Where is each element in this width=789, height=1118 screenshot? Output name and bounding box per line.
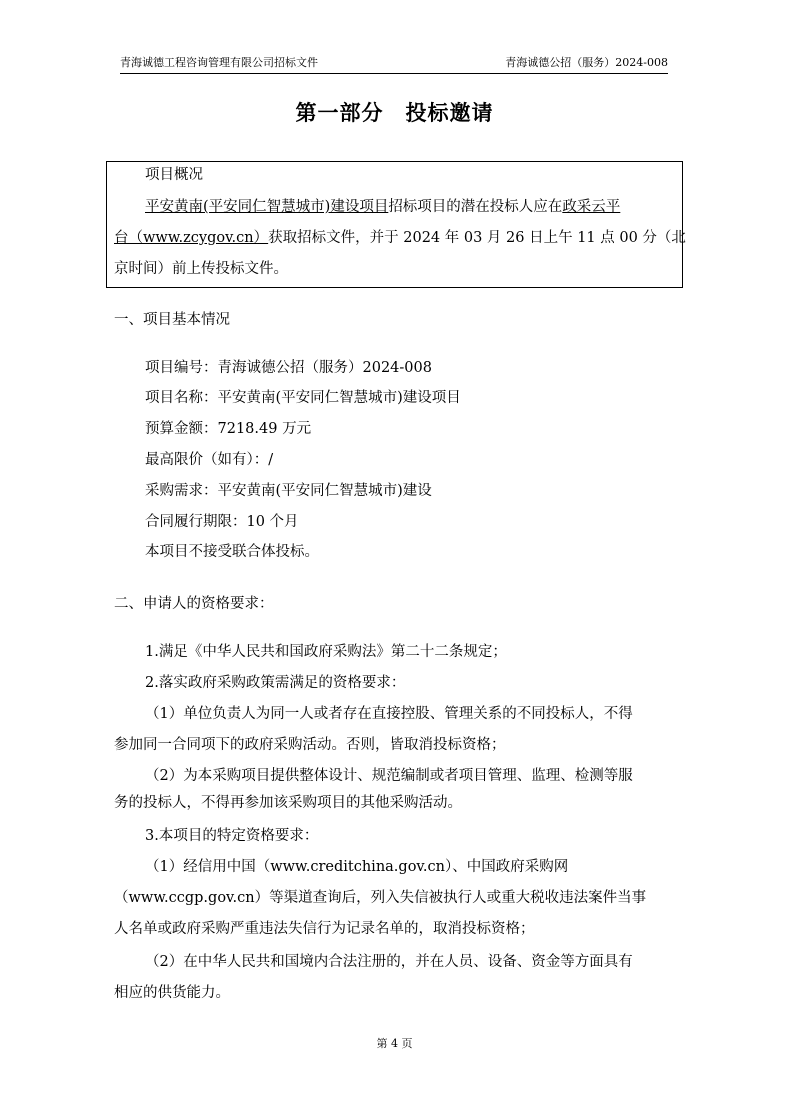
requirement-3-1-line-2: （www.ccgp.gov.cn）等渠道查询后，列入失信被执行人或重大税收违法案件当事	[114, 890, 647, 906]
procurement-demand: 采购需求：平安黄南(平安同仁智慧城市)建设	[145, 483, 432, 499]
overview-line-2	[114, 228, 686, 248]
budget-amount: 预算金额：7218.49 万元	[145, 421, 312, 437]
overview-project-name: 平安黄南(平安同仁智慧城市)建设项目	[145, 199, 389, 215]
overview-text: 招标项目的潜在投标人应在	[388, 199, 563, 215]
max-price: 最高限价（如有）：/	[145, 452, 274, 468]
requirement-3: 3.本项目的特定资格要求：	[145, 828, 319, 844]
requirement-3-2-line-1: （2）在中华人民共和国境内合法注册的，并在人员、设备、资金等方面具有	[145, 954, 633, 970]
overview-line-3: 京时间）前上传投标文件。	[114, 261, 288, 277]
requirement-1: 1.满足《中华人民共和国政府采购法》第二十二条规定；	[145, 644, 507, 660]
project-number: 项目编号：青海诚德公招（服务）2024-008	[145, 360, 432, 376]
overview-heading: 项目概况	[145, 167, 203, 183]
overview-platform: 政采云平	[562, 199, 621, 215]
page-number: 第 4 页	[376, 1037, 413, 1050]
requirement-3-1-line-1: （1）经信用中国（www.creditchina.gov.cn）、中国政府采购网	[145, 859, 569, 875]
header-company: 青海诚德工程咨询管理有限公司招标文件	[120, 56, 318, 69]
section2-heading: 二、申请人的资格要求：	[114, 596, 274, 612]
requirement-2-1-line-2: 参加同一合同项下的政府采购活动。否则，皆取消投标资格；	[114, 737, 506, 753]
overview-deadline: 获取招标文件，并于 2024 年 03 月 26 日上午 11 点 00 分（北	[268, 230, 686, 246]
overview-line-1	[145, 197, 620, 217]
page-title: 第一部分 投标邀请	[295, 101, 494, 125]
contract-period: 合同履行期限：10 个月	[145, 514, 299, 530]
header-doc-number: 青海诚德公招（服务）2024-008	[505, 56, 668, 69]
consortium-note: 本项目不接受联合体投标。	[145, 544, 319, 560]
requirement-2: 2.落实政府采购政策需满足的资格要求：	[145, 675, 406, 691]
requirement-2-1-line-1: （1）单位负责人为同一人或者存在直接控股、管理关系的不同投标人，不得	[145, 706, 633, 722]
section1-heading: 一、项目基本情况	[114, 312, 230, 328]
project-name: 项目名称：平安黄南(平安同仁智慧城市)建设项目	[145, 390, 461, 406]
requirement-2-2-line-1: （2）为本采购项目提供整体设计、规范编制或者项目管理、监理、检测等服	[145, 768, 633, 784]
overview-platform-url: 台（www.zcygov.cn）	[114, 230, 269, 246]
requirement-2-2-line-2: 务的投标人，不得再参加该采购项目的其他采购活动。	[114, 795, 462, 811]
requirement-3-1-line-3: 人名单或政府采购严重违法失信行为记录名单的，取消投标资格；	[114, 921, 535, 937]
page-header	[120, 56, 668, 74]
requirement-3-2-line-2: 相应的供货能力。	[114, 985, 230, 1001]
